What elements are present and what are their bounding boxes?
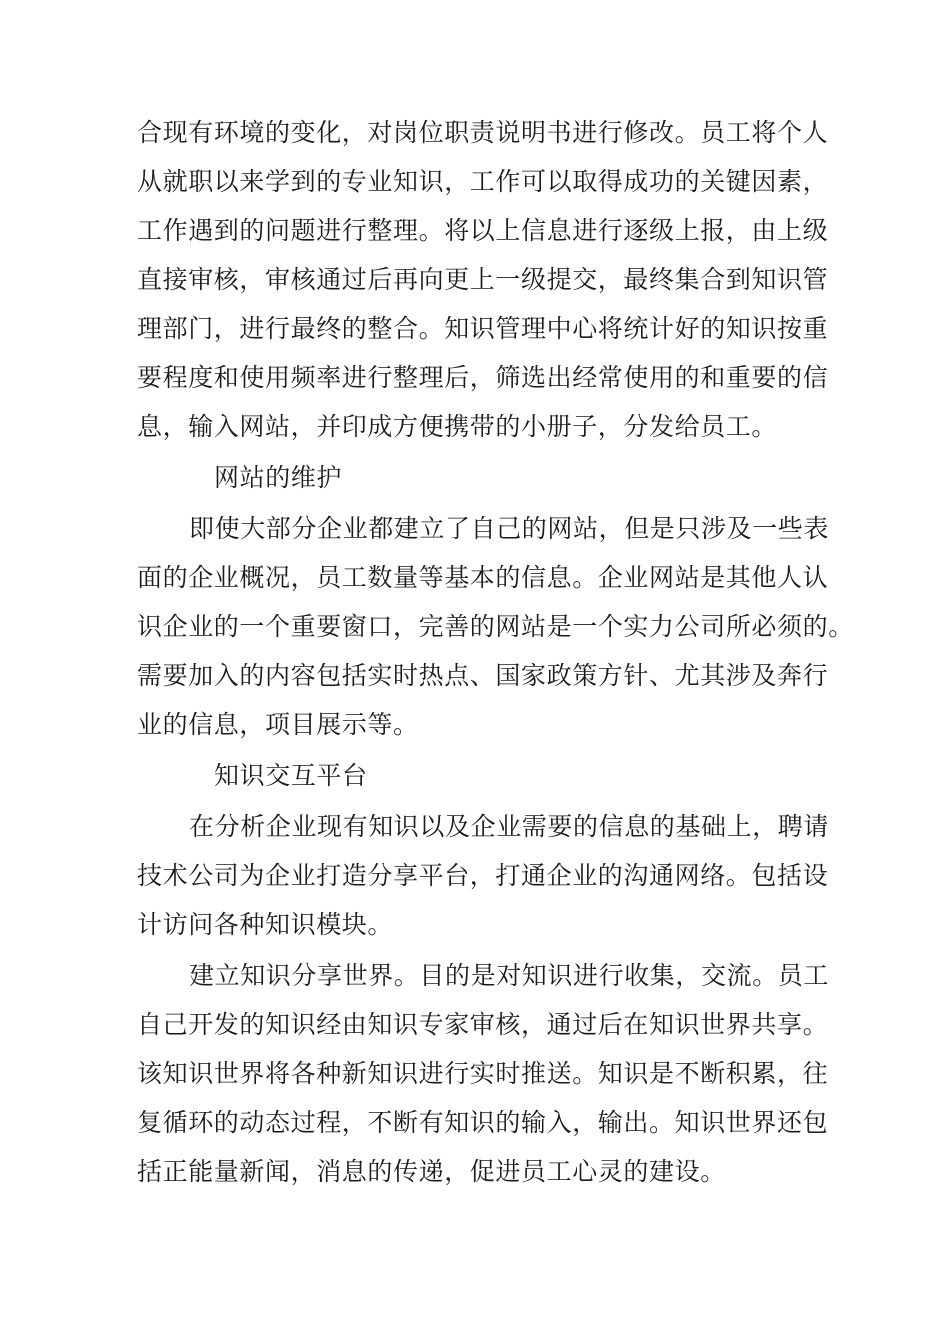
paragraph-line: 需要加入的内容包括实时热点、国家政策方针、尤其涉及奔行 <box>137 661 829 690</box>
paragraph-line: 在分析企业现有知识以及企业需要的信息的基础上，聘请 <box>189 812 830 841</box>
paragraph-line: 理部门，进行最终的整合。知识管理中心将统计好的知识按重 <box>137 314 829 343</box>
paragraph-line: 直接审核，审核通过后再向更上一级提交，最终集合到知识管 <box>137 265 829 294</box>
paragraph-line: 息，输入网站，并印成方便携带的小册子，分发给员工。 <box>137 412 778 441</box>
paragraph-line: 面的企业概况，员工数量等基本的信息。企业网站是其他人认 <box>137 563 829 592</box>
paragraph-line: 工作遇到的问题进行整理。将以上信息进行逐级上报，由上级 <box>137 216 829 245</box>
paragraph-line: 自己开发的知识经由知识专家审核，通过后在知识世界共享。 <box>137 1010 829 1039</box>
paragraph-line: 识企业的一个重要窗口，完善的网站是一个实力公司所必须的。 <box>137 612 854 641</box>
paragraph-line: 技术公司为企业打造分享平台，打通企业的沟通网络。包括设 <box>137 861 829 890</box>
paragraph-line: 建立知识分享世界。目的是对知识进行收集，交流。员工 <box>189 961 830 990</box>
paragraph-line: 计访问各种知识模块。 <box>137 910 394 939</box>
paragraph-line: 要程度和使用频率进行整理后，筛选出经常使用的和重要的信 <box>137 363 829 392</box>
paragraph-line: 即使大部分企业都建立了自己的网站，但是只涉及一些表 <box>189 514 830 543</box>
paragraph-line: 括正能量新闻，消息的传递，促进员工心灵的建设。 <box>137 1157 726 1186</box>
paragraph-line: 复循环的动态过程，不断有知识的输入，输出。知识世界还包 <box>137 1108 829 1137</box>
paragraph-line: 从就职以来学到的专业知识，工作可以取得成功的关键因素， <box>137 167 829 196</box>
paragraph-line: 业的信息，项目展示等。 <box>137 710 419 739</box>
section-heading: 网站的维护 <box>214 463 343 492</box>
paragraph-line: 该知识世界将各种新知识进行实时推送。知识是不断积累，往 <box>137 1059 829 1088</box>
section-heading: 知识交互平台 <box>214 761 368 790</box>
paragraph-line: 合现有环境的变化，对岗位职责说明书进行修改。员工将个人 <box>137 118 829 147</box>
